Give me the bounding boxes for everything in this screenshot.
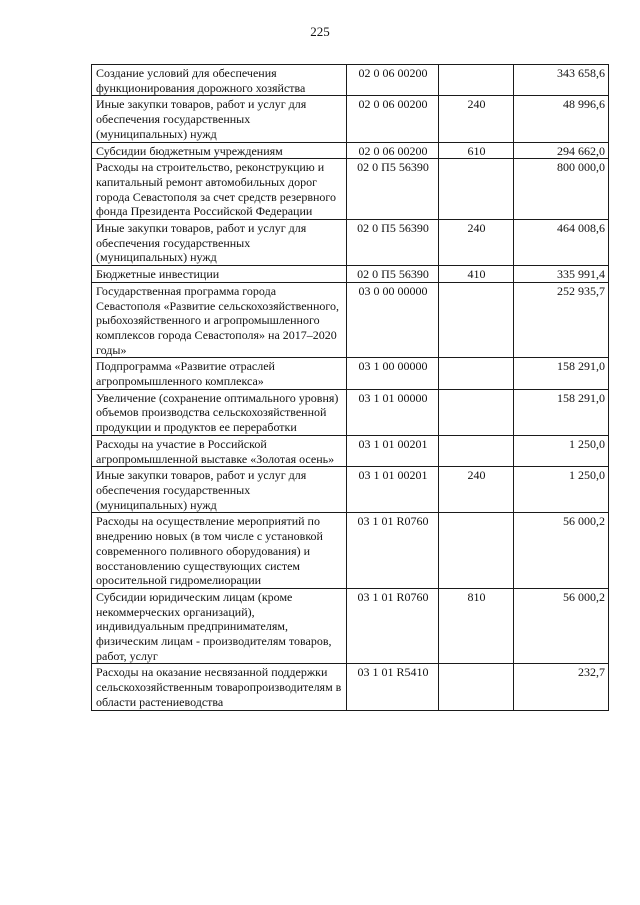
budget-table	[91, 64, 609, 711]
row-sum: 343 658,6	[514, 65, 609, 96]
row-name: Увеличение (сохранение оптимального уровня) объемов производства сельскохозяйственной продукции и продуктов ее переработки	[92, 389, 347, 435]
row-code: 03 1 00 00000	[347, 358, 439, 389]
row-code: 02 0 П5 56390	[347, 159, 439, 220]
page-number: 225	[310, 24, 330, 39]
row-sum: 335 991,4	[514, 266, 609, 283]
row-code: 02 0 П5 56390	[347, 220, 439, 266]
row-code: 03 0 00 00000	[347, 282, 439, 358]
row-sum: 464 008,6	[514, 220, 609, 266]
table-row	[92, 65, 609, 96]
row-type: 240	[439, 96, 514, 142]
table-row	[92, 513, 609, 589]
row-name: Иные закупки товаров, работ и услуг для обеспечения государственных (муниципальных) нужд	[92, 220, 347, 266]
row-type	[439, 513, 514, 589]
row-type	[439, 435, 514, 466]
row-name: Государственная программа города Севастополя «Развитие сельскохозяйственного, рыбохозяйственного и агропромышленного комплексов города Севастополя» на 2017–2020 годы»	[92, 282, 347, 358]
table-row	[92, 467, 609, 513]
table-row	[92, 358, 609, 389]
row-sum: 1 250,0	[514, 467, 609, 513]
row-name: Иные закупки товаров, работ и услуг для обеспечения государственных (муниципальных) нужд	[92, 96, 347, 142]
table-row	[92, 266, 609, 283]
row-sum: 1 250,0	[514, 435, 609, 466]
row-name: Расходы на оказание несвязанной поддержки сельскохозяйственным товаропроизводителям в области растениеводства	[92, 664, 347, 710]
row-type: 240	[439, 467, 514, 513]
table-row	[92, 282, 609, 358]
row-code: 03 1 01 R0760	[347, 588, 439, 664]
row-sum: 158 291,0	[514, 389, 609, 435]
row-type	[439, 389, 514, 435]
row-sum: 232,7	[514, 664, 609, 710]
row-type: 240	[439, 220, 514, 266]
row-sum: 158 291,0	[514, 358, 609, 389]
table-row	[92, 142, 609, 159]
table-row	[92, 96, 609, 142]
table-row	[92, 159, 609, 220]
table-row	[92, 435, 609, 466]
table-row	[92, 664, 609, 710]
row-type	[439, 282, 514, 358]
row-name: Иные закупки товаров, работ и услуг для обеспечения государственных (муниципальных) нужд	[92, 467, 347, 513]
table-row	[92, 220, 609, 266]
row-name: Расходы на строительство, реконструкцию и капитальный ремонт автомобильных дорог города Севастополя за счет средств резервного фонда Президента Российской Федерации	[92, 159, 347, 220]
row-type	[439, 159, 514, 220]
row-code: 03 1 01 00000	[347, 389, 439, 435]
row-code: 02 0 П5 56390	[347, 266, 439, 283]
row-code: 03 1 01 R5410	[347, 664, 439, 710]
row-code: 02 0 06 00200	[347, 96, 439, 142]
row-sum: 800 000,0	[514, 159, 609, 220]
row-name: Бюджетные инвестиции	[92, 266, 347, 283]
table-row	[92, 389, 609, 435]
row-code: 03 1 01 R0760	[347, 513, 439, 589]
row-code: 03 1 01 00201	[347, 467, 439, 513]
row-type: 610	[439, 142, 514, 159]
row-type	[439, 65, 514, 96]
row-type	[439, 358, 514, 389]
row-name: Расходы на участие в Российской агропромышленной выставке «Золотая осень»	[92, 435, 347, 466]
row-type: 810	[439, 588, 514, 664]
row-sum: 294 662,0	[514, 142, 609, 159]
row-code: 03 1 01 00201	[347, 435, 439, 466]
row-sum: 56 000,2	[514, 588, 609, 664]
row-name: Создание условий для обеспечения функционирования дорожного хозяйства	[92, 65, 347, 96]
row-sum: 56 000,2	[514, 513, 609, 589]
row-type: 410	[439, 266, 514, 283]
row-name: Субсидии бюджетным учреждениям	[92, 142, 347, 159]
row-name: Подпрограмма «Развитие отраслей агропромышленного комплекса»	[92, 358, 347, 389]
row-type	[439, 664, 514, 710]
row-code: 02 0 06 00200	[347, 142, 439, 159]
row-name: Расходы на осуществление мероприятий по внедрению новых (в том числе с установкой современного поливного оборудования) и восстановлению существующих систем оросительной гидромелиорации	[92, 513, 347, 589]
row-name: Субсидии юридическим лицам (кроме некоммерческих организаций), индивидуальным предпринимателям, физическим лицам - производителям товаров, работ, услуг	[92, 588, 347, 664]
row-sum: 252 935,7	[514, 282, 609, 358]
row-code: 02 0 06 00200	[347, 65, 439, 96]
table-row	[92, 588, 609, 664]
row-sum: 48 996,6	[514, 96, 609, 142]
